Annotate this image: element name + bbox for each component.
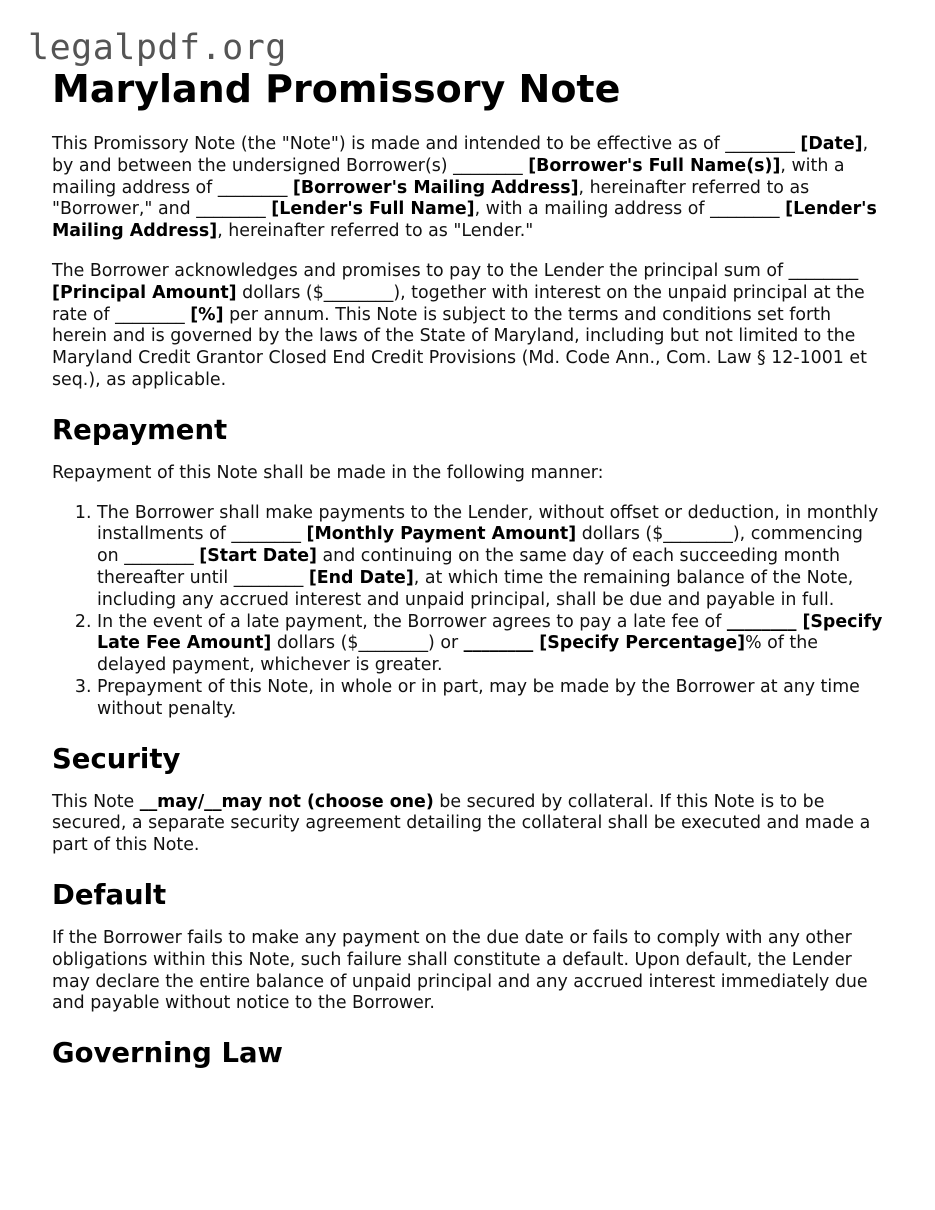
security-text: This Note bbox=[52, 791, 140, 812]
intro-text: , by and between the undersigned Borrower(s) ________ bbox=[52, 134, 869, 176]
start-date-placeholder: [Start Date] bbox=[199, 546, 317, 567]
document-title: Maryland Promissory Note bbox=[52, 67, 621, 111]
document-page bbox=[52, 66, 888, 1070]
item-text: dollars ($________) or bbox=[271, 633, 464, 654]
watermark-logo: legalpdf.org bbox=[28, 28, 287, 68]
section-heading-governing-law: Governing Law bbox=[52, 1037, 283, 1070]
principal-text: The Borrower acknowledges and promises to pay to the Lender the principal sum of ________ bbox=[52, 260, 859, 281]
intro-text: , hereinafter referred to as "Borrower," and ________ bbox=[52, 177, 810, 220]
late-fee-percentage-placeholder: ________ [Specify Percentage] bbox=[463, 633, 746, 654]
item-text: % of the delayed payment, whichever is greater. bbox=[97, 633, 818, 676]
item-text: , at which time the remaining balance of the Note, including any accrued interest and unpaid principal, shall be due and payable in full. bbox=[97, 567, 854, 610]
section-heading-security: Security bbox=[52, 742, 181, 775]
item-text: dollars ($________), commencing on ________ bbox=[97, 524, 863, 567]
borrower-name-placeholder: [Borrower's Full Name(s)] bbox=[528, 155, 781, 176]
item-text: and continuing on the same day of each succeeding month thereafter until ________ bbox=[97, 546, 841, 588]
principal-text: dollars ($________), together with interest on the unpaid principal at the rate of ________ bbox=[52, 282, 865, 325]
security-paragraph bbox=[52, 792, 888, 857]
intro-text: This Promissory Note (the "Note") is made and intended to be effective as of ________ bbox=[52, 134, 801, 154]
intro-paragraph-principal bbox=[52, 261, 888, 392]
repayment-item-late-fee bbox=[97, 612, 888, 677]
lender-name-placeholder: [Lender's Full Name] bbox=[271, 199, 475, 220]
end-date-placeholder: [End Date] bbox=[308, 567, 414, 588]
lender-address-placeholder: [Lender's Mailing Address] bbox=[52, 199, 877, 242]
item-text: The Borrower shall make payments to the Lender, without offset or deduction, in monthly installments of ________ bbox=[97, 502, 879, 545]
section-heading-repayment: Repayment bbox=[52, 413, 228, 446]
principal-text: per annum. This Note is subject to the terms and conditions set forth herein and is governed by the laws of the State of Maryland, including but not limited to the Maryland Credit Grantor Closed End Credit Provisions (Md. Code Ann., Com. Law § 12-1001 et seq.), as applicable. bbox=[52, 304, 867, 390]
intro-paragraph-parties bbox=[52, 134, 888, 243]
repayment-intro: Repayment of this Note shall be made in the following manner: bbox=[52, 462, 604, 483]
monthly-payment-placeholder: [Monthly Payment Amount] bbox=[306, 524, 577, 545]
intro-text: , hereinafter referred to as "Lender." bbox=[217, 221, 534, 242]
security-text: be secured by collateral. If this Note is to be secured, a separate security agreement detailing the collateral shall be executed and made a part of this Note. bbox=[52, 791, 871, 856]
interest-rate-placeholder: [%] bbox=[190, 304, 224, 325]
late-fee-amount-placeholder: ________ [Specify Late Fee Amount] bbox=[97, 611, 883, 654]
section-heading-default: Default bbox=[52, 878, 167, 911]
default-paragraph: If the Borrower fails to make any payment on the due date or fails to comply with any other obligations within this Note, such failure shall constitute a default. Upon default, the Lender may declare the entire balance of unpaid principal and any accrued interest immediately due and payable without notice to the Borrower. bbox=[52, 927, 868, 1014]
item-text: Prepayment of this Note, in whole or in part, may be made by the Borrower at any time without penalty. bbox=[97, 676, 860, 719]
date-placeholder: [Date] bbox=[800, 134, 863, 154]
repayment-item-prepayment bbox=[97, 677, 888, 721]
repayment-list bbox=[52, 503, 888, 721]
may-choice-placeholder: __may/__may not (choose one) bbox=[139, 791, 434, 812]
intro-text: , with a mailing address of ________ bbox=[52, 155, 845, 198]
repayment-item-installments bbox=[97, 503, 888, 612]
item-text: In the event of a late payment, the Borrower agrees to pay a late fee of bbox=[97, 611, 727, 632]
principal-amount-placeholder: [Principal Amount] bbox=[52, 282, 237, 303]
borrower-address-placeholder: [Borrower's Mailing Address] bbox=[292, 177, 579, 198]
intro-text: , with a mailing address of ________ bbox=[474, 199, 786, 220]
